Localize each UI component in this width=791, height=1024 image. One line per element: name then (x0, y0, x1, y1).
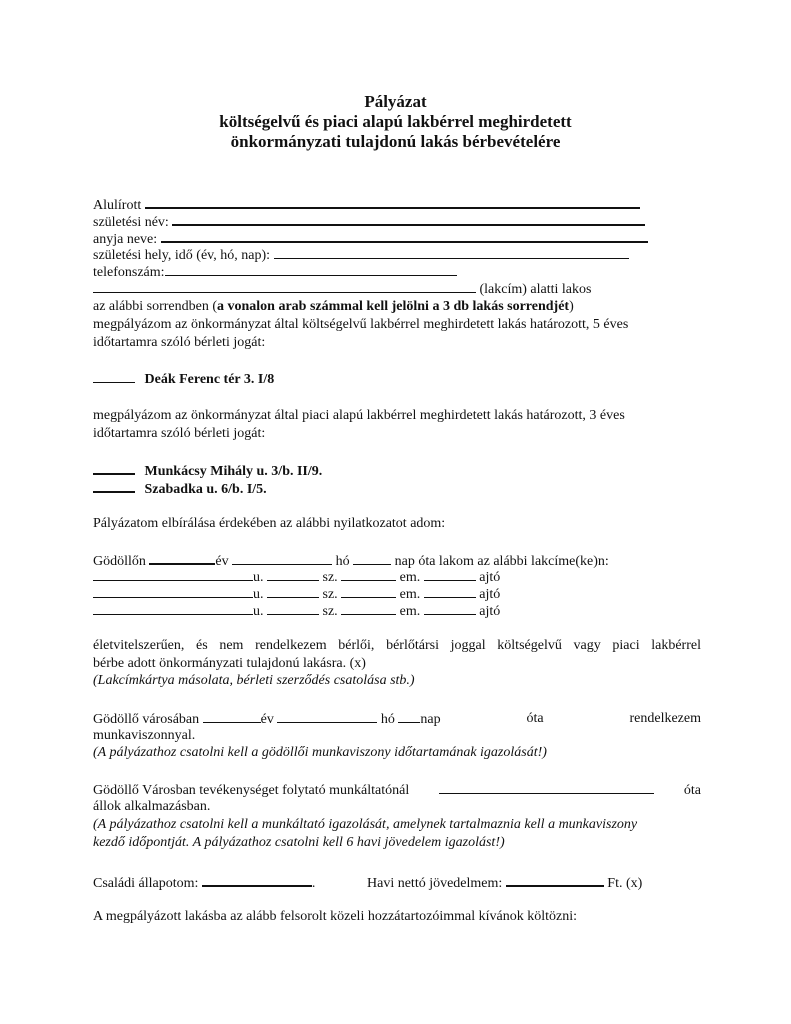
house-number-label: sz. (322, 604, 338, 619)
lakcim-suffix: (lakcím) alatti lakos (479, 282, 592, 297)
address-row (93, 585, 500, 603)
since-label: óta (683, 783, 701, 798)
employment-prefix-group (93, 710, 441, 728)
street-label: u. (253, 587, 264, 602)
employment-day-field[interactable] (398, 710, 420, 723)
day-label: nap (420, 712, 441, 727)
door-field[interactable] (424, 568, 476, 581)
szuletesi-hely-row (93, 246, 629, 264)
lakcim-field[interactable] (93, 280, 476, 293)
lakcim-row (93, 280, 591, 298)
floor-label: em. (399, 604, 421, 619)
floor-field[interactable] (341, 585, 396, 598)
szuletesi-nev-field[interactable] (172, 212, 645, 226)
employer-row (93, 781, 701, 799)
relatives-intro: A megpályázott lakásba az alább felsorolt közeli hozzátartozóimmal kívánok költözni: (93, 909, 577, 924)
since-label: óta (526, 711, 544, 726)
alulirott-label: Alulírott (93, 198, 142, 213)
floor-field[interactable] (341, 602, 396, 615)
street-label: u. (253, 570, 264, 585)
flat-address: Deák Ferenc tér 3. I/8 (144, 372, 275, 387)
employer-note-line2: kezdő időpontját. A pályázathoz csatolni kell 6 havi jövedelem igazolást!) (93, 835, 505, 850)
income-label: Havi nettó jövedelmem: (367, 876, 503, 891)
door-field[interactable] (424, 602, 476, 615)
anyja-neve-label: anyja neve: (93, 232, 158, 247)
employment-godollo-note: (A pályázathoz csatolni kell a gödöllői munkaviszony időtartamának igazolását!) (93, 745, 547, 760)
telefonszam-field[interactable] (165, 263, 457, 276)
cost-based-text-line1: megpályázom az önkormányzat által költségelvű lakbérrel meghirdetett lakás határozott, 5 éves (93, 317, 629, 332)
employment-year-field[interactable] (203, 710, 261, 723)
flat-rank-field-1[interactable] (93, 370, 135, 383)
door-label: ajtó (479, 570, 501, 585)
door-field[interactable] (424, 585, 476, 598)
document-title: Pályázat (364, 92, 427, 111)
street-label: u. (253, 604, 264, 619)
employment-prefix: Gödöllő városában (93, 712, 200, 727)
market-based-text-line2: időtartamra szóló bérleti jogát: (93, 426, 266, 441)
month-label: hó (335, 554, 350, 569)
document-subtitle-line1: költségelvű és piaci alapú lakbérrel meghirdetett (219, 112, 572, 131)
house-number-label: sz. (322, 570, 338, 585)
employer-line2: állok alkalmazásban. (93, 799, 211, 814)
house-number-field[interactable] (267, 568, 319, 581)
market-based-text-line1: megpályázom az önkormányzat által piaci alapú lakbérrel meghirdetett lakás határozott, 3 éves (93, 408, 625, 423)
employment-godollo-row (93, 710, 701, 728)
employment-month-field[interactable] (277, 710, 377, 723)
employer-prefix: Gödöllő Városban tevékenységet folytató munkáltatónál (93, 783, 410, 798)
alulirott-field[interactable] (145, 195, 640, 209)
address-row (93, 568, 500, 586)
employer-note-line1: (A pályázathoz csatolni kell a munkáltató igazolását, amelynek tartalmaznia kell a munkaviszony (93, 817, 638, 832)
declaration-intro: Pályázatom elbírálása érdekében az alábbi nyilatkozatot adom: (93, 516, 446, 531)
szuletesi-hely-field[interactable] (274, 246, 629, 259)
floor-label: em. (399, 570, 421, 585)
cost-based-flat-row (93, 370, 274, 388)
street-field[interactable] (93, 602, 253, 615)
family-status-label: Családi állapotom: (93, 876, 199, 891)
szuletesi-nev-label: születési név: (93, 215, 169, 230)
income-field[interactable] (506, 873, 604, 887)
year-label: év (260, 712, 274, 727)
house-number-field[interactable] (267, 585, 319, 598)
residence-month-field[interactable] (232, 552, 332, 565)
residence-day-field[interactable] (353, 552, 391, 565)
income-suffix: Ft. (x) (607, 876, 643, 891)
residence-prefix: Gödöllőn (93, 554, 146, 569)
market-based-flat-row (93, 479, 267, 498)
rendelkezem-label: rendelkezem (629, 711, 701, 726)
cost-based-text-line2: időtartamra szóló bérleti jogát: (93, 335, 266, 350)
door-label: ajtó (479, 587, 501, 602)
house-number-field[interactable] (267, 602, 319, 615)
anyja-neve-field[interactable] (161, 229, 648, 243)
family-status-row (93, 873, 315, 892)
residence-year-field[interactable] (149, 551, 215, 565)
month-label: hó (380, 712, 395, 727)
no-other-flat-line1: életvitelszerűen, és nem rendelkezem bérlői, bérlőtársi joggal költségelvű vagy piaci lakbérrel (93, 638, 701, 653)
flat-address: Munkácsy Mihály u. 3/b. II/9. (144, 464, 323, 479)
no-other-flat-note: (Lakcímkártya másolata, bérleti szerződés csatolása stb.) (93, 673, 415, 688)
residence-suffix: nap óta lakom az alábbi lakcíme(ke)n: (394, 554, 609, 569)
order-intro-prefix: az alábbi sorrendben ( (93, 299, 217, 314)
street-field[interactable] (93, 568, 253, 581)
floor-field[interactable] (341, 568, 396, 581)
family-status-suffix: . (311, 876, 316, 891)
order-intro (93, 298, 574, 315)
address-row (93, 602, 500, 620)
telefonszam-label: telefonszám: (93, 265, 165, 280)
employment-godollo-line2: munkaviszonnyal. (93, 728, 196, 743)
szuletesi-hely-label: születési hely, idő (év, hó, nap): (93, 248, 271, 263)
document-subtitle-line2: önkormányzati tulajdonú lakás bérbevételére (230, 132, 561, 151)
door-label: ajtó (479, 604, 501, 619)
employer-field[interactable] (439, 781, 654, 794)
year-label: év (215, 554, 229, 569)
order-intro-bold: a vonalon arab számmal kell jelölni a 3 db lakás sorrendjét (217, 299, 570, 314)
floor-label: em. (399, 587, 421, 602)
flat-rank-field-3[interactable] (93, 479, 135, 493)
street-field[interactable] (93, 585, 253, 598)
family-status-field[interactable] (202, 873, 312, 887)
market-based-flat-row (93, 461, 322, 480)
order-intro-suffix: ) (569, 299, 574, 314)
house-number-label: sz. (322, 587, 338, 602)
no-other-flat-line2: bérbe adott önkormányzati tulajdonú lakásra. (x) (93, 656, 366, 671)
flat-address: Szabadka u. 6/b. I/5. (144, 482, 267, 497)
income-row (367, 873, 642, 892)
flat-rank-field-2[interactable] (93, 461, 135, 475)
telefonszam-row (93, 263, 457, 281)
